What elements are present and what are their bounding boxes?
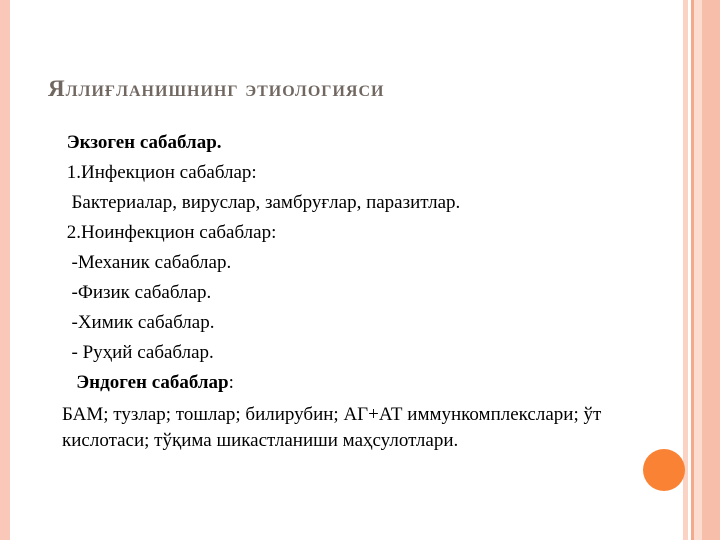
body-line: Бактериалар, вируслар, замбруғлар, паразитлар. — [62, 192, 461, 213]
right-border-stripe — [694, 0, 702, 540]
exogen-heading: Экзоген сабаблар. — [62, 132, 222, 153]
slide-title: Яллиғланишнинг этиологияси — [48, 76, 385, 101]
body-line: -Химик сабаблар. — [62, 312, 215, 333]
body-line: -Физик сабаблар. — [62, 282, 212, 303]
endogen-colon: : — [228, 372, 234, 393]
accent-circle-decoration — [643, 449, 685, 491]
body-line: 2.Ноинфекцион сабаблар: — [62, 222, 277, 243]
left-border-decoration — [0, 0, 10, 540]
body-line: -Механик сабаблар. — [62, 252, 232, 273]
right-border-stripe — [702, 0, 720, 540]
slide-body — [62, 128, 642, 453]
body-line: 1.Инфекцион сабаблар: — [62, 162, 257, 183]
body-line: - Руҳий сабаблар. — [62, 342, 214, 363]
endogen-heading: Эндоген сабаблар — [76, 372, 229, 393]
endogen-paragraph: БАМ; тузлар; тошлар; билирубин; АГ+АТ иммункомплекслари; ўт кислотаси; тўқима шикастланиши маҳсулотлари. — [62, 404, 602, 451]
endogen-heading-line — [62, 368, 642, 398]
